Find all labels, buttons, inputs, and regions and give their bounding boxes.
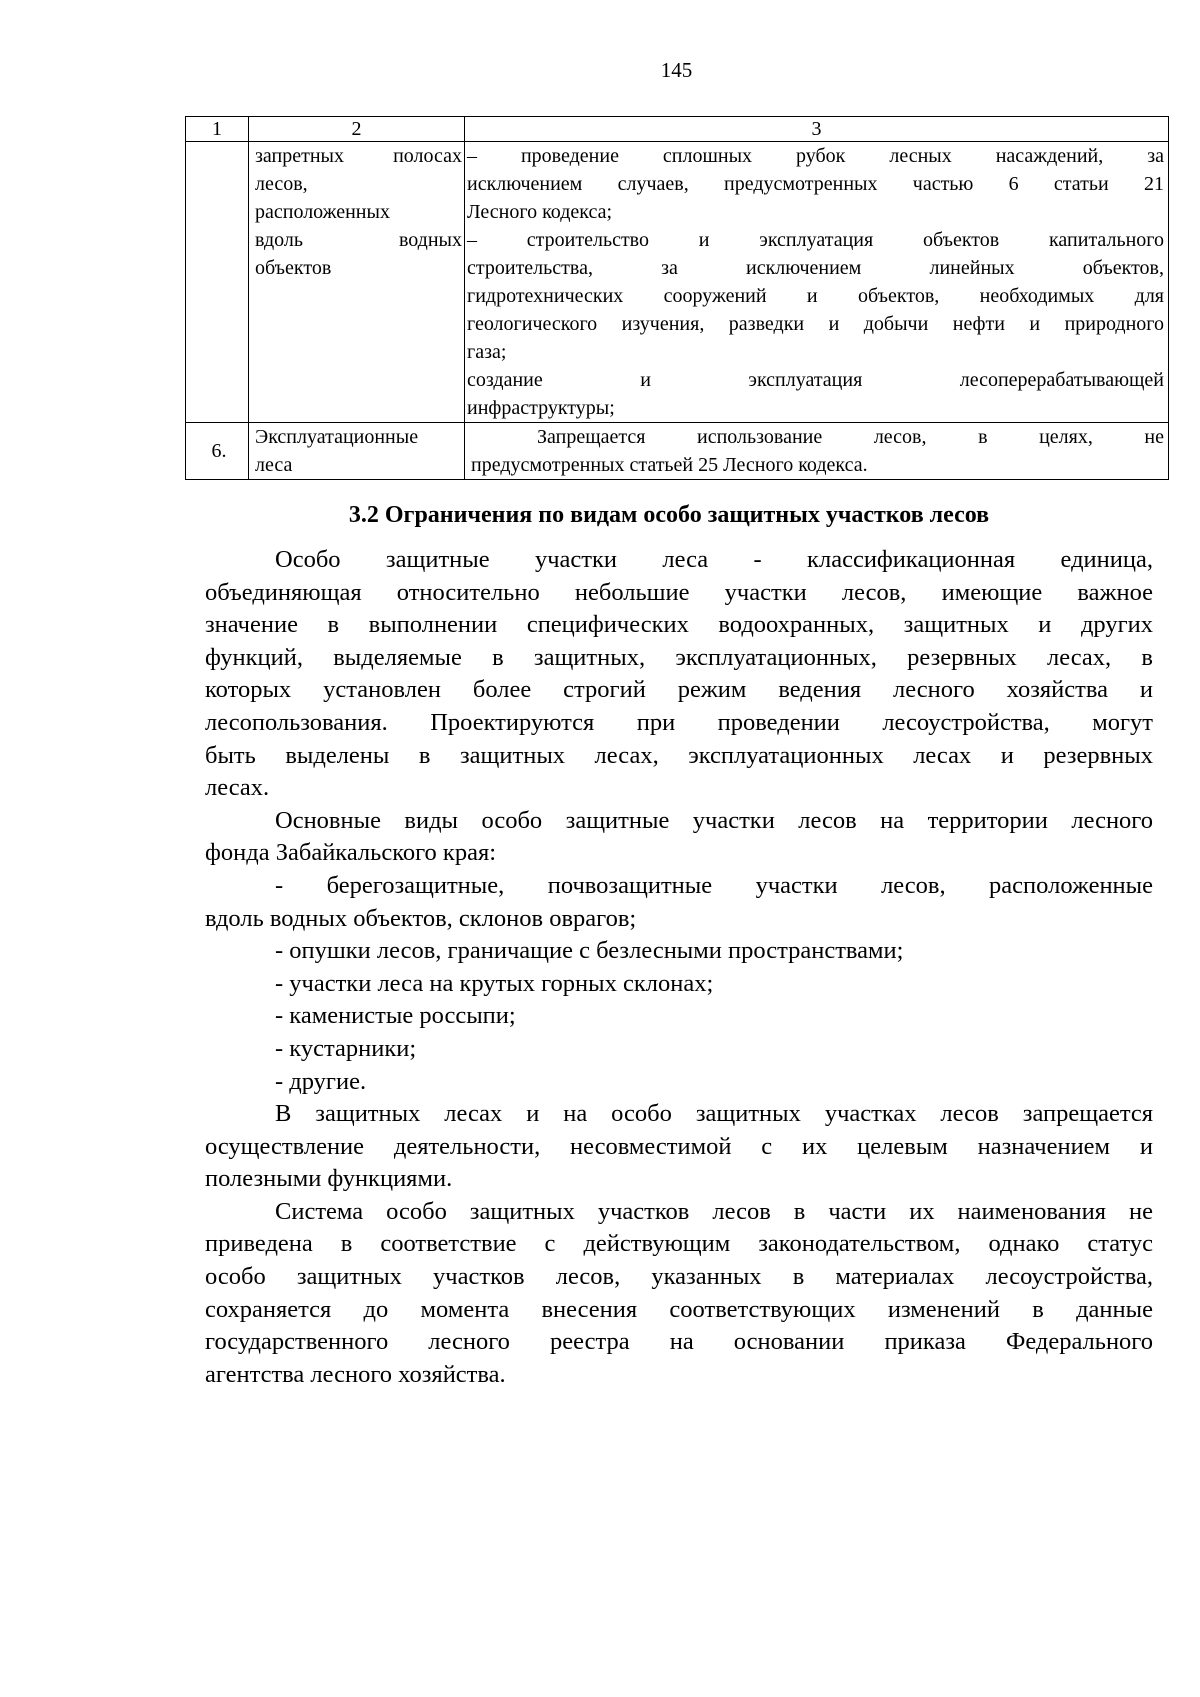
table-header-cell: 3 — [465, 117, 1169, 142]
page-number: 145 — [660, 58, 693, 82]
cell-line: Лесного кодекса; — [467, 201, 613, 223]
cell-line: предусмотренных статьей 25 Лесного кодекса. — [471, 454, 868, 476]
text-line: В защитных лесах и на особо защитных участках лесов запрещается — [275, 1100, 1153, 1128]
list-item-continuation: вдоль водных объектов, склонов оврагов; — [205, 904, 637, 932]
list-item: - кустарники; — [275, 1034, 417, 1062]
paragraph — [205, 1098, 1153, 1196]
section-body — [205, 544, 1153, 1391]
text-line: значение в выполнении специфических водоохранных, защитных и других — [205, 611, 1153, 639]
text-line: объединяющая относительно небольшие участки лесов, имеющие важное — [205, 578, 1153, 606]
table-header-cell: 2 — [249, 117, 465, 142]
row-number-cell: 6. — [186, 423, 249, 480]
restrictions-cell — [465, 142, 1169, 423]
forest-category-cell — [249, 423, 465, 480]
table-header-row — [186, 117, 1169, 142]
forest-category-cell — [249, 142, 465, 423]
text-line: особо защитных участков лесов, указанных в материалах лесоустройства, — [205, 1263, 1153, 1291]
list-item: - другие. — [275, 1067, 367, 1095]
text-line: Система особо защитных участков лесов в части их наименования не — [275, 1197, 1153, 1225]
cell-line: Запрещается использование лесов, в целях, не — [537, 426, 1164, 448]
text-line: государственного лесного реестра на основании приказа Федерального — [205, 1328, 1153, 1356]
restrictions-cell — [465, 423, 1169, 480]
section-heading: 3.2 Ограничения по видам особо защитных участков лесов — [348, 502, 990, 528]
list-item: - опушки лесов, граничащие с безлесными пространствами; — [275, 937, 904, 965]
cell-line: – строительство и эксплуатация объектов капитального — [467, 229, 1164, 251]
row-number-cell — [186, 142, 249, 423]
text-line: сохраняется до момента внесения соответствующих изменений в данные — [205, 1295, 1153, 1323]
paragraph — [205, 544, 1153, 805]
text-line: лесопользования. Проектируются при проведении лесоустройства, могут — [205, 708, 1153, 736]
cell-line: лесов, — [255, 173, 308, 195]
cell-line: гидротехнических сооружений и объектов, необходимых для — [467, 285, 1164, 307]
forest-types-list — [205, 870, 1153, 1098]
cell-line: объектов — [255, 257, 332, 279]
cell-line: расположенных — [255, 201, 390, 223]
text-line: быть выделены в защитных лесах, эксплуатационных лесах и резервных — [205, 741, 1153, 769]
cell-line: создание и эксплуатация лесоперерабатывающей — [467, 369, 1164, 391]
text-line: полезными функциями. — [205, 1165, 453, 1193]
text-line: Основные виды особо защитные участки лесов на территории лесного — [275, 806, 1153, 834]
text-line: функций, выделяемые в защитных, эксплуатационных, резервных лесах, в — [205, 643, 1153, 671]
paragraph — [205, 1196, 1153, 1392]
text-line: осуществление деятельности, несовместимой с их целевым назначением и — [205, 1132, 1153, 1160]
cell-line: газа; — [467, 341, 507, 363]
cell-line: Эксплуатационные — [255, 426, 419, 448]
list-item: - берегозащитные, почвозащитные участки лесов, расположенные — [275, 871, 1153, 899]
cell-line: – проведение сплошных рубок лесных насаждений, за — [467, 145, 1164, 167]
cell-line: геологического изучения, разведки и добычи нефти и природного — [467, 313, 1164, 335]
list-item: - каменистые россыпи; — [275, 1002, 516, 1030]
table-row — [186, 423, 1169, 480]
text-line: которых установлен более строгий режим ведения лесного хозяйства и — [205, 676, 1153, 704]
text-line: агентства лесного хозяйства. — [205, 1360, 506, 1388]
text-line: Особо защитные участки леса - классификационная единица, — [275, 546, 1153, 573]
cell-line: запретных полосах — [255, 145, 462, 167]
list-item: - участки леса на крутых горных склонах; — [275, 969, 714, 997]
table-row — [186, 142, 1169, 423]
cell-line: леса — [255, 454, 293, 476]
text-line: фонда Забайкальского края: — [205, 839, 497, 867]
cell-line: строительства, за исключением линейных объектов, — [467, 257, 1164, 279]
text-line: приведена в соответствие с действующим законодательством, однако статус — [205, 1230, 1153, 1258]
table-header-cell: 1 — [186, 117, 249, 142]
cell-line: исключением случаев, предусмотренных частью 6 статьи 21 — [467, 173, 1164, 195]
restrictions-table — [185, 116, 1169, 480]
cell-line: вдоль водных — [255, 229, 462, 251]
cell-line: инфраструктуры; — [467, 397, 615, 419]
paragraph — [205, 805, 1153, 870]
text-line: лесах. — [205, 774, 270, 802]
